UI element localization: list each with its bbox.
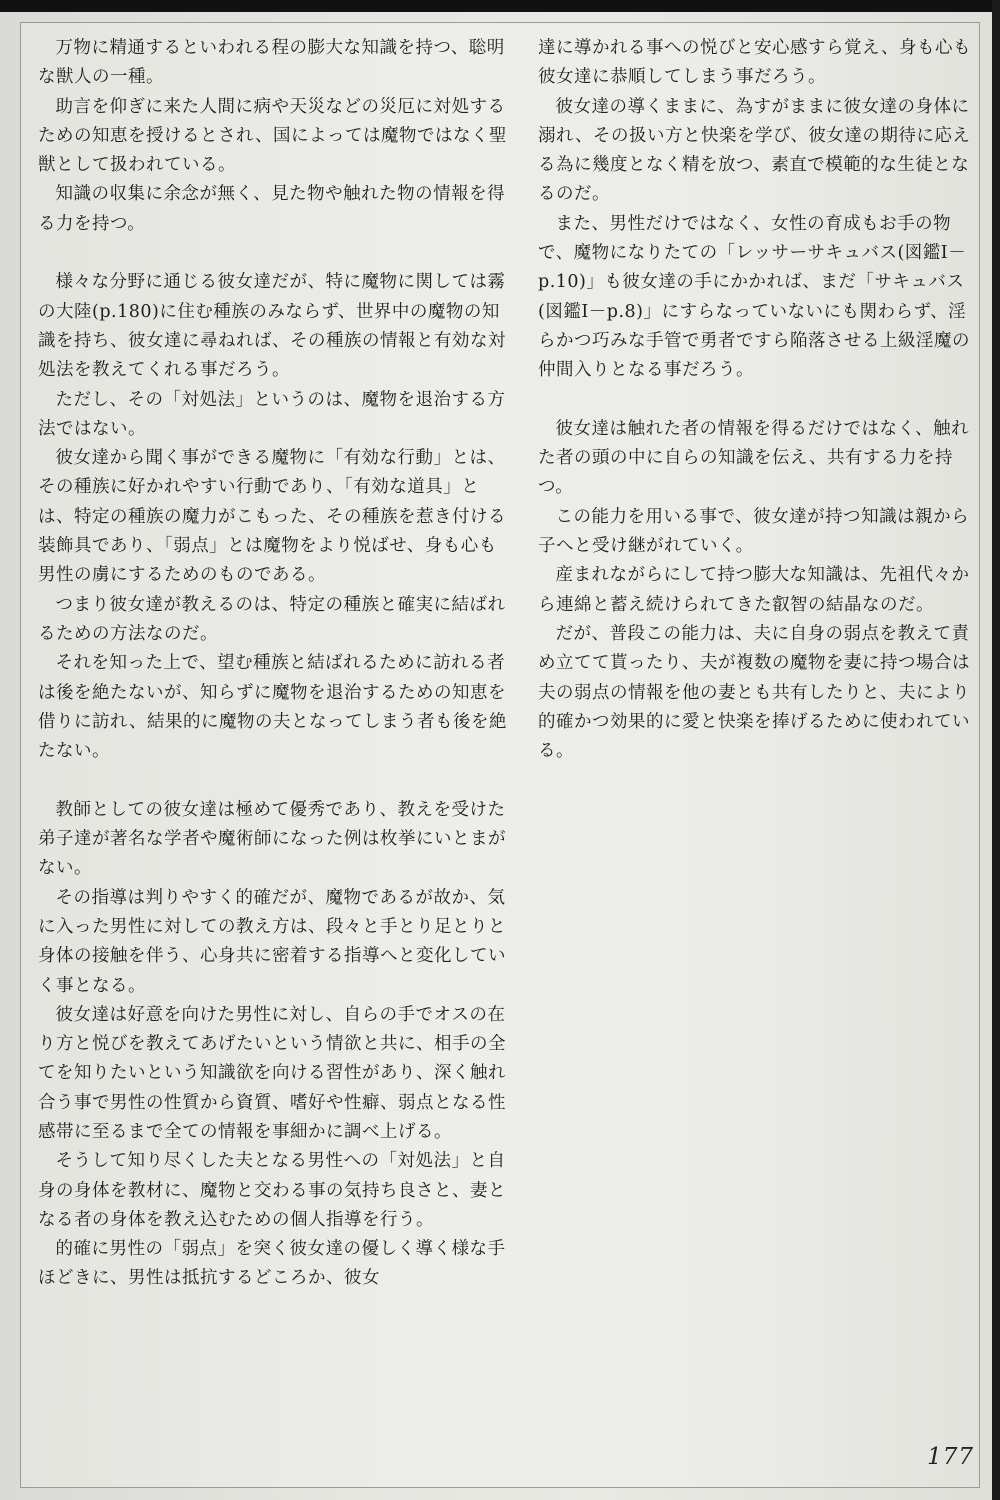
paragraph: 的確に男性の「弱点」を突く彼女達の優しく導く様な手ほどきに、男性は抵抗するどころか、彼女 xyxy=(38,1239,506,1289)
paragraph: だが、普段この能力は、夫に自身の弱点を教えて責め立てて貰ったり、夫が複数の魔物を妻に持つ場合は夫の弱点の情報を他の妻とも共有したりと、夫により的確かつ効果的に愛と快楽を捧げるために使われている。 xyxy=(538,623,970,762)
paragraph: 万物に精通するといわれる程の膨大な知識を持つ、聡明な獣人の一種。 xyxy=(38,38,505,88)
top-edge-shadow xyxy=(0,0,1000,12)
paragraph: 教師としての彼女達は極めて優秀であり、教えを受けた弟子達が著名な学者や魔術師になった例は枚挙にいとまがない。 xyxy=(38,799,506,879)
paragraph: 彼女達の導くままに、為すがままに彼女達の身体に溺れ、その扱い方と快楽を学び、彼女達の期待に応える為に幾度となく精を放つ、素直で模範的な生徒となるのだ。 xyxy=(538,96,971,205)
paragraph: また、男性だけではなく、女性の育成もお手の物で、魔物になりたての「レッサーサキュバス(図鑑Ⅰ－p.10)」も彼女達の手にかかれば、まだ「サキュバス(図鑑Ⅰ－p.8)」にすらなっていないにも関わらず、淫らかつ巧みな手管で勇者ですら陥落させる上級淫魔の仲間入りとなる事だろう。 xyxy=(538,213,970,381)
paragraph: この能力を用いる事で、彼女達が持つ知識は親から子へと受け継がれていく。 xyxy=(538,506,970,557)
paragraph: 彼女達は触れた者の情報を得るだけではなく、触れた者の頭の中に自らの知識を伝え、共有する力を持つ。 xyxy=(538,418,970,498)
paragraph-continued: 達に導かれる事への悦びと安心感すら覚え、身も心も彼女達に恭順してしまう事だろう。 xyxy=(538,38,972,88)
paragraph: 知識の収集に余念が無く、見た物や触れた物の情報を得る力を持つ。 xyxy=(38,184,506,234)
paragraph: その指導は判りやすく的確だが、魔物であるが故か、気に入った男性に対しての教え方は、段々と手とり足とりと身体の接触を伴う、心身共に密着する指導へと変化していく事となる。 xyxy=(38,887,506,996)
paragraph: 様々な分野に通じる彼女達だが、特に魔物に関しては霧の大陸(p.180)に住む種族のみならず、世界中の魔物の知識を持ち、彼女達に尋ねれば、その種族の情報と有効な対処法を教えてくれる事だろう。 xyxy=(38,272,506,381)
paragraph: 産まれながらにして持つ膨大な知識は、先祖代々から連綿と蓄え続けられてきた叡智の結晶なのだ。 xyxy=(538,565,970,615)
page-number: 177 xyxy=(927,1444,974,1470)
paragraph: ただし、その「対処法」というのは、魔物を退治する方法ではない。 xyxy=(38,389,506,439)
right-text-column xyxy=(538,34,974,766)
right-edge-shadow xyxy=(992,0,1000,1500)
paragraph: つまり彼女達が教えるのは、特定の種族と確実に結ばれるための方法なのだ。 xyxy=(38,594,506,644)
paragraph: 彼女達から聞く事ができる魔物に「有効な行動」とは、その種族に好かれやすい行動であり、「有効な道具」とは、特定の種族の魔力がこもった、その種族を惹き付ける装飾具であり、「弱点」とは魔物をより悦ばせ、身も心も男性の虜にするためのものである。 xyxy=(38,448,506,586)
paragraph: それを知った上で、望む種族と結ばれるために訪れる者は後を絶たないが、知らずに魔物を退治するための知恵を借りに訪れ、結果的に魔物の夫となってしまう者も後を絶たない。 xyxy=(38,653,508,762)
left-text-column xyxy=(38,34,508,1294)
paragraph: 助言を仰ぎに来た人間に病や天災などの災厄に対処するための知恵を授けるとされ、国によっては魔物ではなく聖獣として扱われている。 xyxy=(38,96,508,176)
paragraph: 彼女達は好意を向けた男性に対し、自らの手でオスの在り方と悦びを教えてあげたいという情欲と共に、相手の全てを知りたいという知識欲を向ける習性があり、深く触れ合う事で男性の性質から資質、嗜好や性癖、弱点となる性感帯に至るまで全ての情報を事細かに調べ上げる。 xyxy=(38,1004,506,1142)
paragraph: そうして知り尽くした夫となる男性への「対処法」と自身の身体を教材に、魔物と交わる事の気持ち良さと、妻となる者の身体を教え込むための個人指導を行う。 xyxy=(38,1151,506,1230)
